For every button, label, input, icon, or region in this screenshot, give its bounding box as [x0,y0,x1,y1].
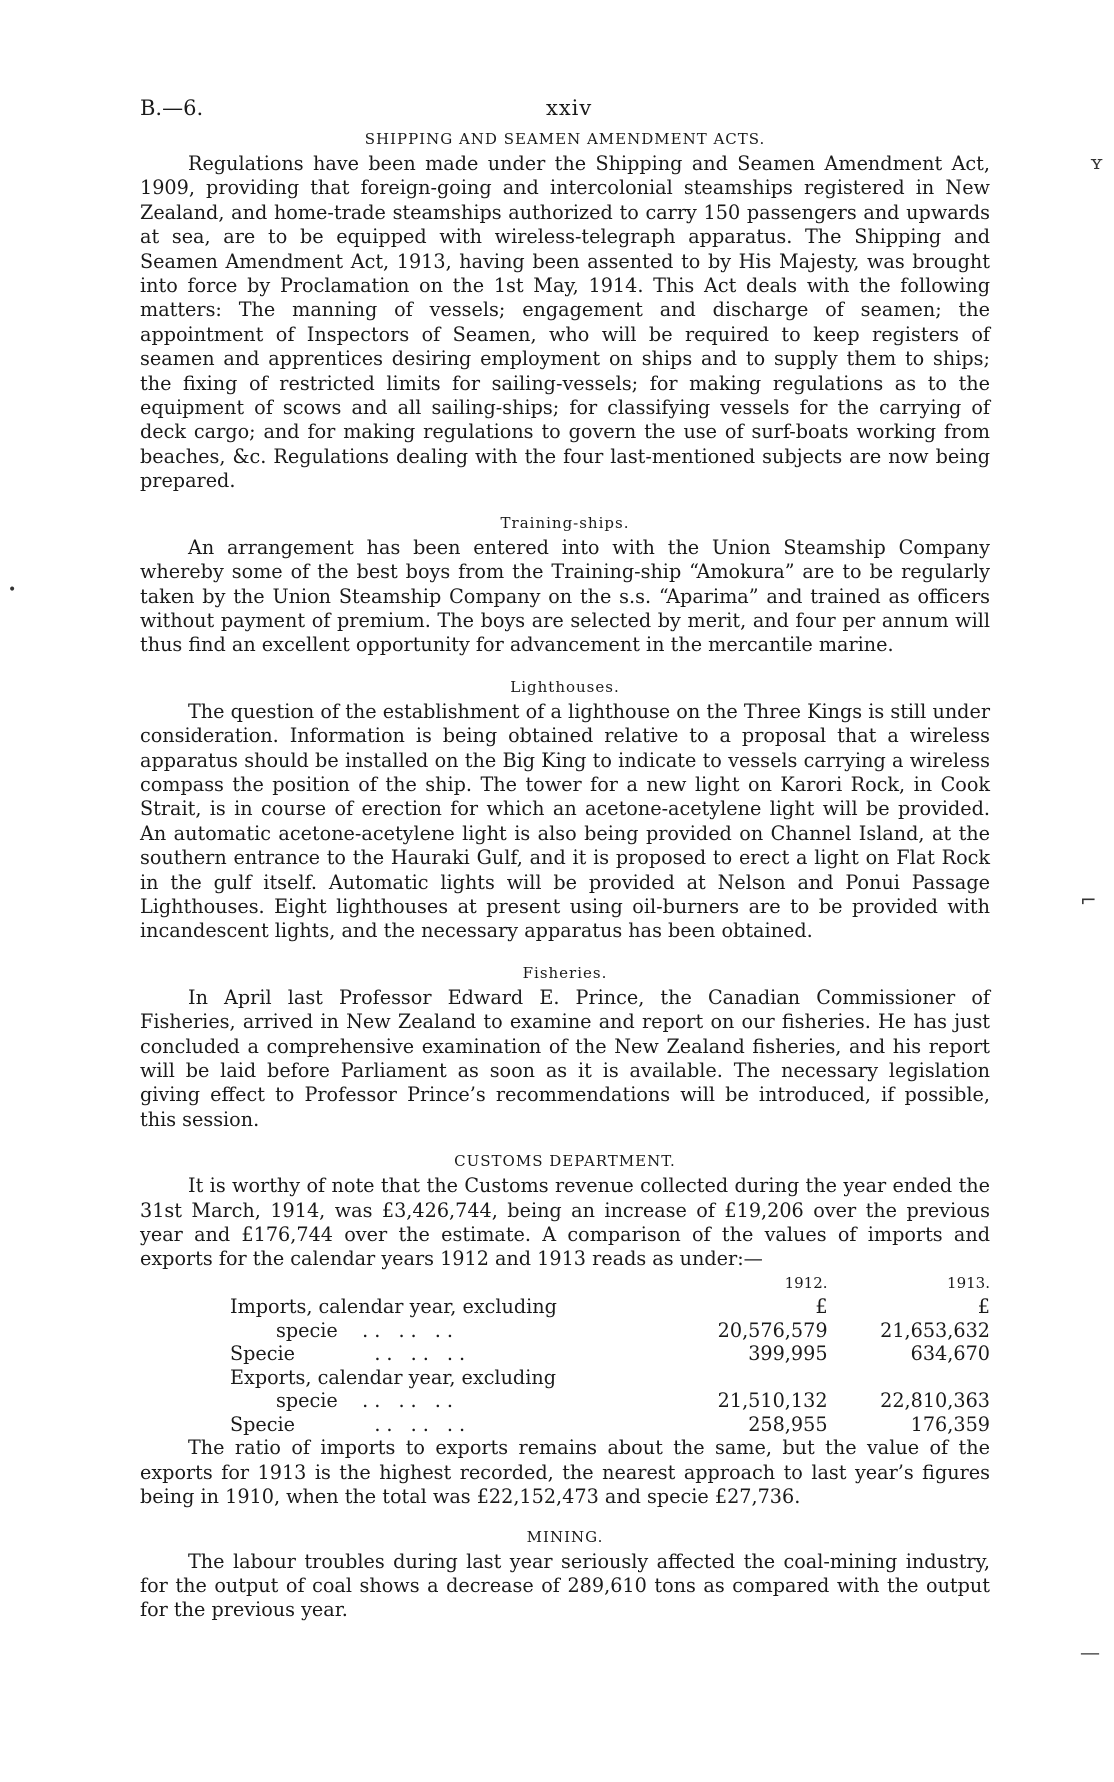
leader-dots: .. .. .. [374,1342,472,1366]
leader-dots: .. .. .. [362,1318,459,1342]
section-heading: CUSTOMS DEPARTMENT. [454,1152,676,1171]
row-label: Specie [230,1342,296,1366]
year-header: 1913. [947,1273,990,1292]
section-training-ships [140,514,990,658]
table-row [230,1319,990,1343]
currency-symbol: £ [815,1295,828,1319]
document-reference: B.—6. [140,96,204,120]
value-1912: 20,576,579 [717,1318,828,1342]
section-heading: SHIPPING AND SEAMEN AMENDMENT ACTS. [364,130,766,148]
section-heading: MINING. [526,1527,604,1546]
table-row [230,1366,990,1390]
section-mining [140,1528,990,1623]
year-header: 1912. [784,1273,828,1292]
section-shipping [140,130,990,494]
section-fisheries [140,964,990,1132]
currency-symbol: £ [977,1295,990,1319]
table-row [230,1389,990,1413]
row-label: Specie [230,1412,296,1436]
section-customs [140,1152,990,1509]
section-paragraph: The question of the establishment of a lighthouse on the Three Kings is still under consideration. Information is being obtained relative to a proposal that a wireless apparatus should be installed on the Big King to indicate to vessels carrying a wireless compass the position of the ship. The tower for a new light on Karori Rock, in Cook Strait, is in course of erection for which an acetone-acetylene light will be provided. An automatic acetone-acetylene light is also being provided on Channel Island, at the southern entrance to the Hauraki Gulf, and it is proposed to erect a light on Flat Rock in the gulf itself. Automatic lights will be provided at Nelson and Ponui Passage Lighthouses. Eight lighthouses at present using oil-burners are to be provided with incandescent lights, and the necessary apparatus has been obtained. [140,699,990,943]
value-1912: 399,995 [748,1342,828,1366]
value-1913: 22,810,363 [880,1389,990,1413]
table-row [230,1342,990,1366]
section-paragraph: Regulations have been made under the Shipping and Seamen Amendment Act, 1909, providing that foreign-going and intercolonial steamships registered in New Zealand, and home-trade steamships authorized to carry 150 passengers and upwards at sea, are to be equipped with wireless-telegraph apparatus. The Shipping and Seamen Amendment Act, 1913, having been assented to by His Majesty, was brought into force by Proclamation on the 1st May, 1914. This Act deals with the following matters: The manning of vessels; engagement and discharge of seamen; the appointment of Inspectors of Seamen, who will be required to keep registers of seamen and apprentices desiring employment on ships and to supply them to ships; the fixing of restricted limits for sailing-vessels; for making regulations as to the equipment of scows and all sailing-ships; for classifying vessels for the carrying of deck cargo; and for making regulations to govern the use of surf-boats working from beaches, &c. Regulations dealing with the four last-mentioned subjects are now being prepared. [140,152,990,493]
section-paragraph: In April last Professor Edward E. Prince, the Canadian Commissioner of Fisheries, arrived in New Zealand to examine and report on our fisheries. He has just concluded a comprehensive examination of the New Zealand fisheries, and his report will be laid before Parliament as soon as it is available. The necessary legislation giving effect to Professor Prince’s recommendations will be introduced, if possible, this session. [140,985,990,1131]
leader-dots: .. .. .. [362,1389,459,1413]
section-heading: Training-ships. [500,513,630,532]
value-1912: 258,955 [748,1412,828,1436]
value-1913: 634,670 [910,1342,990,1366]
margin-mark-icon: ʏ [1090,150,1104,174]
section-paragraph: The labour troubles during last year seriously affected the coal-mining industry, for the output of coal shows a decrease of 289,610 tons as compared with the output for the previous year. [140,1549,990,1622]
row-sublabel: specie [276,1389,338,1413]
table-row [230,1295,990,1319]
section-paragraph: It is worthy of note that the Customs revenue collected during the year ended the 31st March, 1914, was £3,426,744, being an increase of £19,206 over the previous year and £176,744 over the estimate. A comparison of the values of imports and exports for the calendar years 1912 and 1913 reads as under:— [140,1174,990,1271]
value-1913: 21,653,632 [880,1318,990,1342]
section-heading: Fisheries. [522,963,608,982]
section-lighthouses [140,678,990,944]
table-header-row [230,1272,990,1296]
section-heading: Lighthouses. [510,677,620,696]
section-paragraph: The ratio of imports to exports remains about the same, but the value of the exports for 1913 is the highest recorded, the nearest approach to last year’s figures being in 1910, when the total was £22,152,473 and specie £27,736. [140,1436,990,1509]
value-1913: 176,359 [910,1412,990,1436]
margin-dot-icon: • [8,582,17,598]
page-number: xxiv [546,96,593,120]
row-sublabel: specie [276,1318,338,1342]
margin-dash-icon: — [1080,1640,1100,1664]
imports-exports-table [230,1272,990,1437]
margin-mark-icon: ⌐ [1080,888,1097,912]
leader-dots: .. .. .. [374,1412,472,1436]
row-label: Exports, calendar year, excluding [230,1365,556,1389]
document-page [140,96,990,1623]
table-row [230,1413,990,1437]
section-paragraph: An arrangement has been entered into with the Union Steamship Company whereby some of the best boys from the Training-ship “Amokura” are to be regularly taken by the Union Steamship Company on the s.s. “Aparima” and trained as officers without payment of premium. The boys are selected by merit, and four per annum will thus find an excellent opportunity for advancement in the mercantile marine. [140,535,990,657]
page-header [140,96,990,130]
value-1912: 21,510,132 [717,1389,828,1413]
row-label: Imports, calendar year, excluding [230,1295,557,1319]
